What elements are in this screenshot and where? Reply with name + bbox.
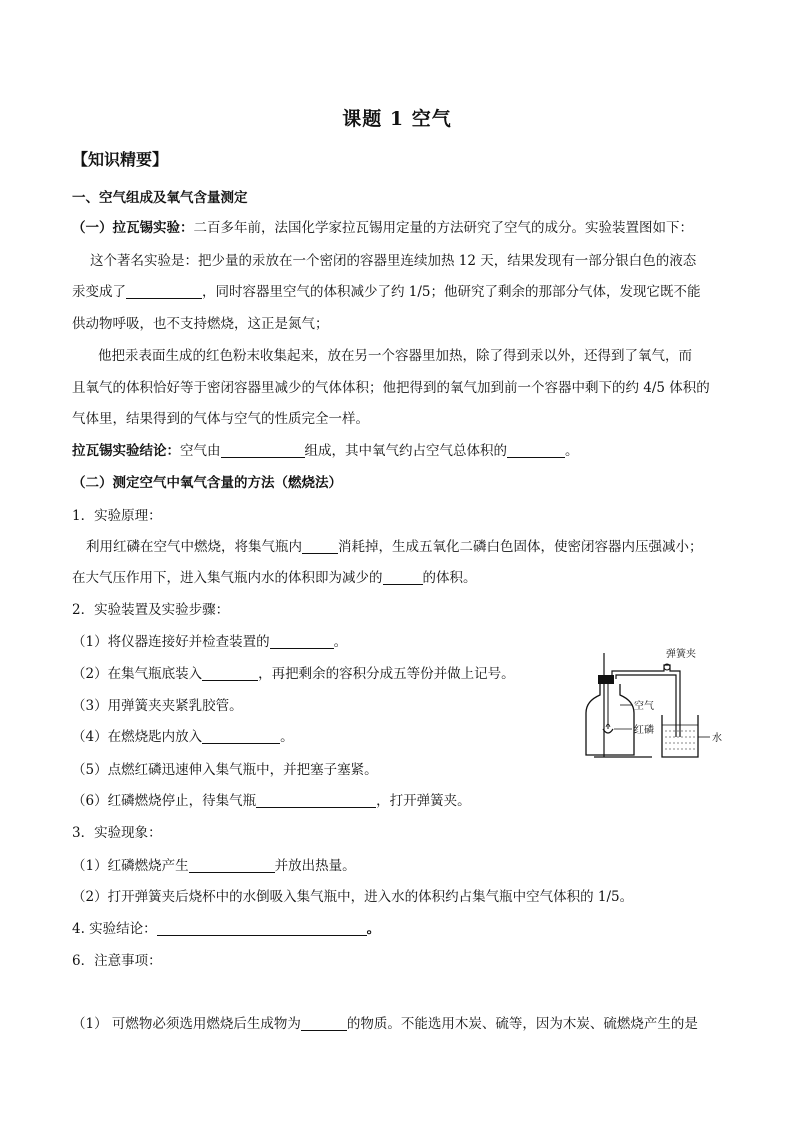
fill-blank[interactable] [383,570,423,585]
text-segment: （1）将仪器连接好并检查装置的 [72,634,270,650]
step-6 [72,791,471,811]
phenomena-title: 3．实验现象： [72,825,162,841]
text-segment: （6）红磷燃烧停止，待集气瓶 [72,793,257,809]
label-phosphorus: 红磷 [634,725,654,736]
lavoisier-heading: （一）拉瓦锡实验： [72,220,194,236]
page-title: 课题 1 空气 [342,108,452,130]
combustion-heading: （二）测定空气中氧气含量的方法（燃烧法） [72,475,342,491]
apparatus-figure [572,645,728,765]
text-segment: 消耗掉，生成五氧化二磷白色固体，使密闭容器内压强减小； [338,539,703,555]
text-segment: 的物质。不能选用木炭、硫等，因为木炭、硫燃烧产生的是 [346,1016,698,1032]
lavoisier-conclusion [72,441,579,461]
text-segment: ，打开弹簧夹。 [376,793,471,809]
phenomenon-2: （2）打开弹簧夹后烧杯中的水倒吸入集气瓶中，进入水的体积约占集气瓶中空气体积的 1/5。 [72,889,634,905]
fill-blank[interactable] [302,539,338,554]
text-segment: ，再把剩余的容积分成五等份并做上记号。 [258,666,515,682]
label-air: 空气 [634,701,654,712]
fill-blank[interactable] [507,443,565,458]
text-segment: （4）在燃烧匙内放入 [72,729,203,745]
label-clamp: 弹簧夹 [666,649,696,660]
text-segment: 在大气压作用下，进入集气瓶内水的体积即为减少的 [72,570,383,586]
lavoisier-p2-line1: 他把汞表面生成的红色粉末收集起来，放在另一个容器里加热，除了得到汞以外，还得到了氧气，而 [98,348,692,364]
fill-blank[interactable] [256,793,376,808]
text-segment: 空气由 [180,443,221,459]
fill-blank[interactable] [157,921,367,936]
part1-title: 一、空气组成及氧气含量测定 [72,190,248,206]
step-5: （5）点燃红磷迅速伸入集气瓶中，并把塞子塞紧。 [72,762,378,778]
fill-blank[interactable] [221,443,305,458]
text-segment: 组成，其中氧气约占空气总体积的 [304,443,507,459]
text-segment: 。 [280,729,294,745]
conclusion-label: 拉瓦锡实验结论： [72,443,180,459]
fill-blank[interactable] [202,666,258,681]
lavoisier-p1-line3: 供动物呼吸，也不支持燃烧，这正是氮气； [72,316,329,332]
text-segment: （2）在集气瓶底装入 [72,666,203,682]
fill-blank[interactable] [189,858,275,873]
text-segment: 。 [333,634,348,650]
experiment-conclusion [72,919,380,939]
text-segment: （1） 可燃物必须选用燃烧后生成物为 [72,1016,301,1032]
fill-blank[interactable] [126,284,202,299]
fill-blank[interactable] [270,634,334,649]
fill-blank[interactable] [202,729,280,744]
section-header: 【知识精要】 [72,150,169,169]
step-4 [72,727,294,747]
lavoisier-p2-line2: 且氧气的体积恰好等于密闭容器里减少的气体体积；他把得到的氧气加到前一个容器中剩下的约 4/5 体积的 [72,380,710,396]
text-segment: 4. 实验结论： [72,921,157,937]
principle-line2 [72,568,477,588]
step-1 [72,632,347,652]
steps-title: 2．实验装置及实验步骤： [72,602,230,618]
text-segment: 。 [565,443,579,459]
apparatus-diagram [572,645,728,765]
lavoisier-intro [72,218,693,238]
step-2 [72,664,515,684]
note-1 [72,1014,698,1034]
principle-title: 1．实验原理： [72,508,162,524]
lavoisier-p1-line1: 这个著名实验是：把少量的汞放在一个密闭的容器里连续加热 12 天，结果发现有一部分银白色的液态 [90,253,697,269]
text-segment: 的体积。 [422,570,477,586]
label-water: 水 [712,733,722,744]
notes-title: 6．注意事项： [72,953,162,969]
text-segment: （1）红磷燃烧产生 [72,858,189,874]
lavoisier-p2-line3: 气体里，结果得到的气体与空气的性质完全一样。 [72,411,369,427]
text-segment: 利用红磷在空气中燃烧，将集气瓶内 [86,539,302,555]
step-3: （3）用弹簧夹夹紧乳胶管。 [72,698,243,714]
lavoisier-p1-line2 [72,282,701,302]
fill-blank[interactable] [301,1016,347,1031]
text-segment: ，同时容器里空气的体积减少了约 1/5；他研究了剩余的那部分气体，发现它既不能 [202,284,701,300]
text-segment: 并放出热量。 [274,858,356,874]
principle-line1 [86,537,703,557]
phenomenon-1 [72,856,356,876]
text-segment: 。 [366,921,381,937]
text-segment: 汞变成了 [72,284,126,300]
lavoisier-intro-text: 二百多年前，法国化学家拉瓦锡用定量的方法研究了空气的成分。实验装置图如下： [193,220,693,236]
